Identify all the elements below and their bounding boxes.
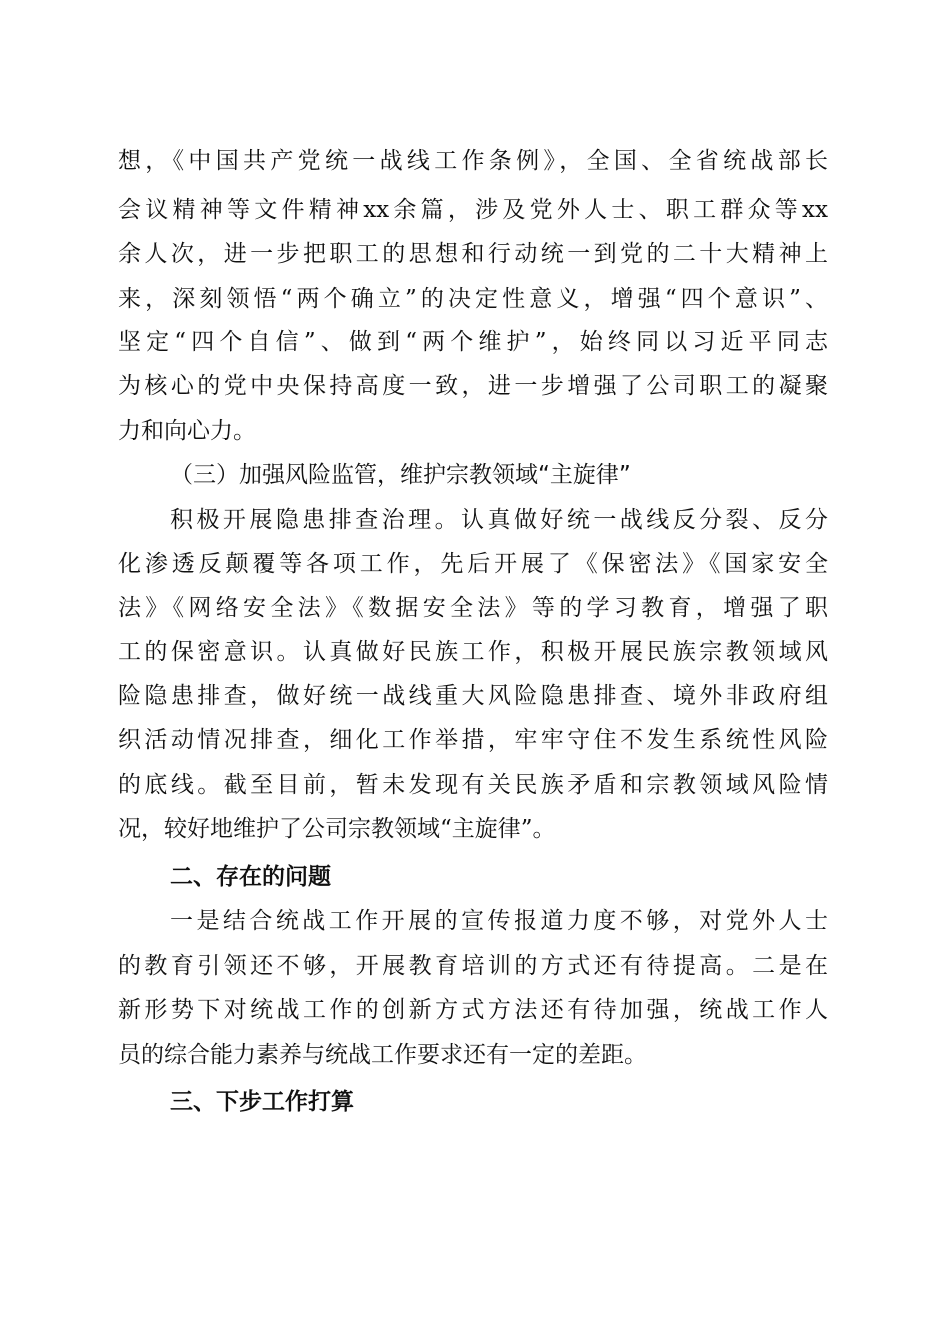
paragraph-line: 想，《中国共产党统一战线工作条例》，全国、全省统战部长 [118, 148, 828, 174]
paragraph-line: 的教育引领还不够，开展教育培训的方式还有待提高。二是在 [118, 953, 828, 979]
section-heading: 三、下步工作打算 [170, 1089, 354, 1115]
paragraph-line: 织活动情况排查，细化工作举措，牢牢守住不发生系统性风险 [118, 727, 828, 753]
paragraph-line: 化渗透反颠覆等各项工作，先后开展了《保密法》《国家安全 [118, 551, 828, 577]
paragraph-line: 来，深刻领悟“两个确立”的决定性意义，增强“四个意识”、 [118, 286, 828, 312]
paragraph-line: 会议精神等文件精神xx余篇，涉及党外人士、职工群众等xx [118, 197, 828, 223]
paragraph-line: 余人次，进一步把职工的思想和行动统一到党的二十大精神上 [118, 241, 828, 267]
paragraph-line: 险隐患排查，做好统一战线重大风险隐患排查、境外非政府组 [118, 683, 828, 709]
paragraph-line: 力和向心力。 [118, 418, 256, 444]
paragraph-line: 员的综合能力素养与统战工作要求还有一定的差距。 [118, 1042, 647, 1068]
paragraph-line: 一是结合统战工作开展的宣传报道力度不够，对党外人士 [170, 908, 828, 934]
section-heading: 二、存在的问题 [170, 864, 331, 890]
paragraph-line: 积极开展隐患排查治理。认真做好统一战线反分裂、反分 [170, 507, 828, 533]
paragraph-line: 新形势下对统战工作的创新方式方法还有待加强，统战工作人 [118, 997, 828, 1023]
section-subheading: （三）加强风险监管，维护宗教领域“主旋律” [170, 462, 631, 488]
paragraph-line: 况，较好地维护了公司宗教领域“主旋律”。 [118, 816, 556, 842]
paragraph-line: 法》《网络安全法》《数据安全法》等的学习教育，增强了职 [118, 595, 828, 621]
paragraph-line: 坚定“四个自信”、做到“两个维护”，始终同以习近平同志 [118, 329, 828, 355]
paragraph-line: 为核心的党中央保持高度一致，进一步增强了公司职工的凝聚 [118, 373, 828, 399]
paragraph-line: 工的保密意识。认真做好民族工作，积极开展民族宗教领域风 [118, 639, 828, 665]
paragraph-line: 的底线。截至目前，暂未发现有关民族矛盾和宗教领域风险情 [118, 772, 828, 798]
